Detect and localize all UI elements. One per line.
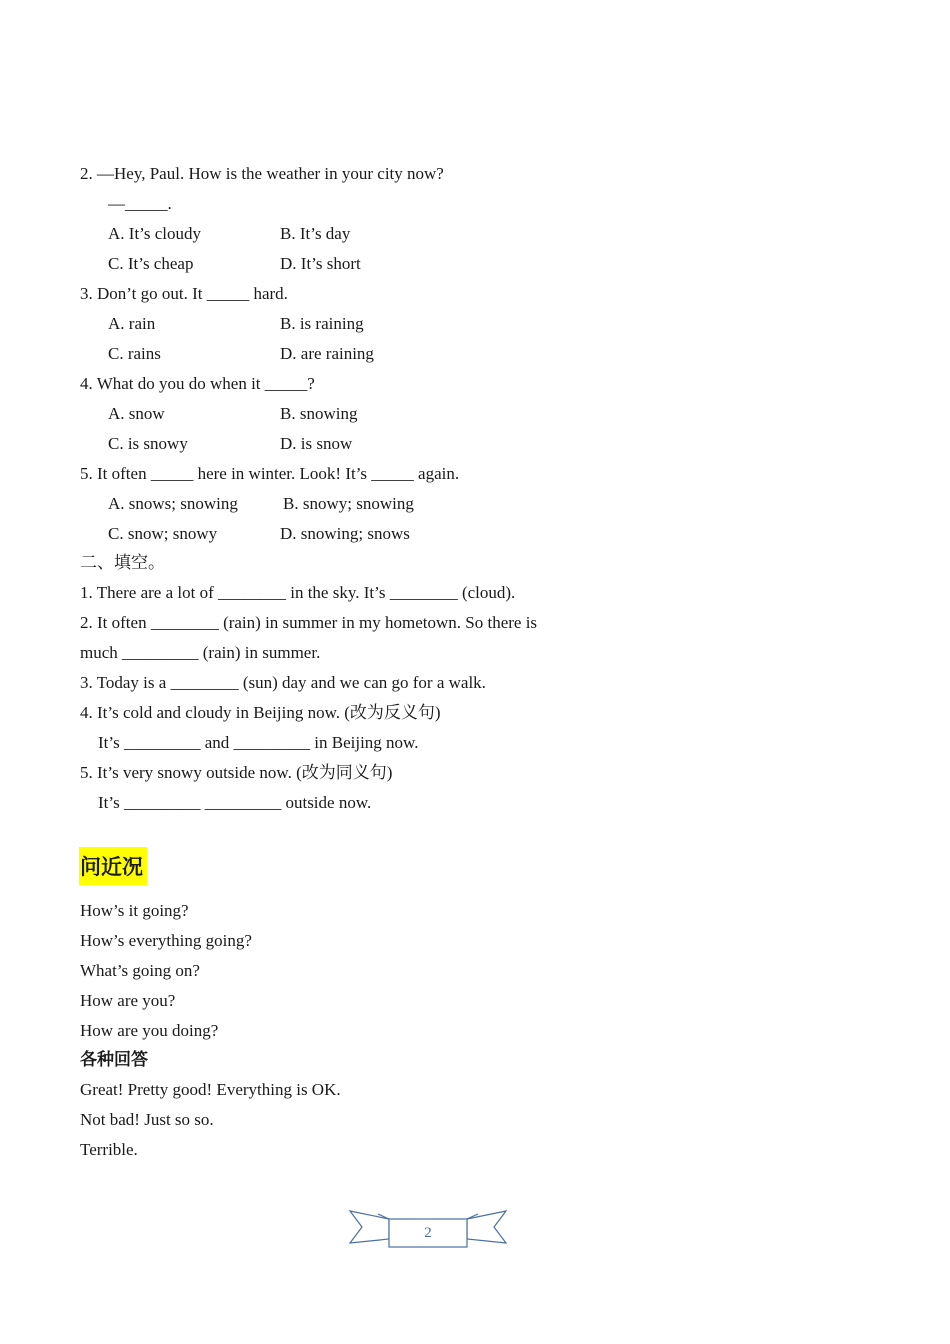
question-2: 2. —Hey, Paul. How is the weather in your city now? xyxy=(80,164,444,183)
answer-item: Terrible. xyxy=(80,1140,138,1159)
question-4: 4. What do you do when it _____? xyxy=(80,374,315,393)
fill-5-answer: It’s _________ _________ outside now. xyxy=(98,793,372,812)
option-b: B. is raining xyxy=(280,314,364,333)
option-a: A. snow xyxy=(108,404,165,423)
option-d: D. are raining xyxy=(280,344,374,363)
option-d: D. snowing; snows xyxy=(280,524,410,543)
fill-2: 2. It often ________ (rain) in summer in my hometown. So there is xyxy=(80,613,538,632)
option-d: D. It’s short xyxy=(280,254,361,273)
answer-item: Not bad! Just so so. xyxy=(80,1110,214,1129)
fill-4: 4. It’s cold and cloudy in Beijing now. (改为反义句) xyxy=(80,703,441,722)
option-c: C. It’s cheap xyxy=(108,254,194,273)
option-c: C. is snowy xyxy=(108,434,188,453)
greeting-item: How’s everything going? xyxy=(80,931,252,950)
fill-4-answer: It’s _________ and _________ in Beijing now. xyxy=(98,733,419,752)
fill-2-cont: much _________ (rain) in summer. xyxy=(80,643,321,662)
option-a: A. It’s cloudy xyxy=(108,224,202,243)
option-c: C. snow; snowy xyxy=(108,524,218,543)
fill-3: 3. Today is a ________ (sun) day and we can go for a walk. xyxy=(80,673,486,692)
greeting-item: How are you? xyxy=(80,991,176,1010)
option-b: B. It’s day xyxy=(280,224,351,243)
option-b: B. snowy; snowing xyxy=(283,494,414,513)
fill-5: 5. It’s very snowy outside now. (改为同义句) xyxy=(80,763,393,782)
option-b: B. snowing xyxy=(280,404,358,423)
page-number: 2 xyxy=(424,1225,432,1241)
option-c: C. rains xyxy=(108,344,161,363)
greeting-item: How are you doing? xyxy=(80,1021,219,1040)
greeting-item: How’s it going? xyxy=(80,901,189,920)
section-heading: 问近况 xyxy=(80,855,143,879)
question-2-answer-blank: —_____. xyxy=(108,194,172,213)
question-5: 5. It often _____ here in winter. Look! It’s _____ again. xyxy=(80,464,460,483)
question-3: 3. Don’t go out. It _____ hard. xyxy=(80,284,288,303)
answers-heading: 各种回答 xyxy=(80,1050,148,1070)
option-a: A. snows; snowing xyxy=(108,494,238,513)
answer-item: Great! Pretty good! Everything is OK. xyxy=(80,1080,341,1099)
greeting-item: What’s going on? xyxy=(80,961,200,980)
option-a: A. rain xyxy=(108,314,156,333)
fill-1: 1. There are a lot of ________ in the sky. It’s ________ (cloud). xyxy=(80,583,516,602)
option-d: D. is snow xyxy=(280,434,353,453)
section-fill-in-title: 二、填空。 xyxy=(80,553,165,573)
